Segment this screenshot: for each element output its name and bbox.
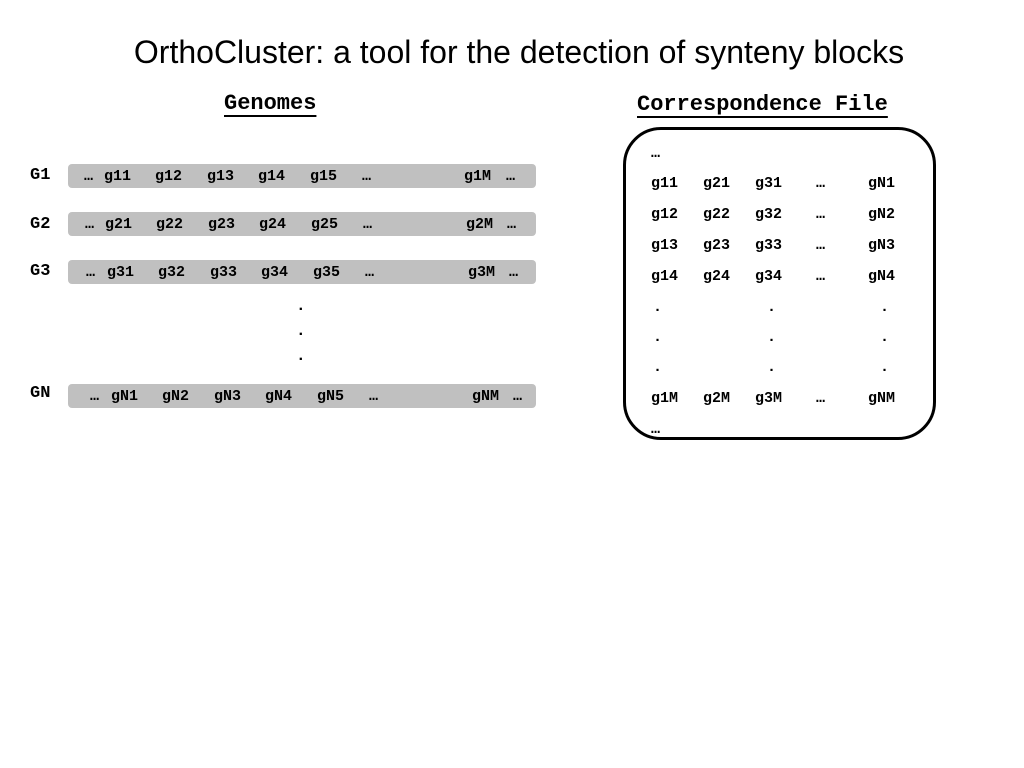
correspondence-cell: g24 — [703, 268, 731, 285]
correspondence-cell: g2M — [703, 390, 731, 407]
correspondence-dot: . — [653, 359, 663, 376]
gene-label: gNM — [472, 388, 500, 405]
correspondence-cell: … — [816, 206, 826, 223]
ellipsis-dot: . — [296, 347, 306, 365]
gene-label: g22 — [156, 216, 184, 233]
correspondence-cell: g11 — [651, 175, 679, 192]
gene-label: … — [363, 216, 373, 233]
gene-label: gN4 — [265, 388, 293, 405]
gene-label: gN3 — [214, 388, 242, 405]
gene-label: … — [86, 264, 96, 281]
correspondence-dot: . — [653, 329, 663, 346]
correspondence-cell: g22 — [703, 206, 731, 223]
gene-label: g13 — [207, 168, 235, 185]
genome-bar — [68, 384, 536, 408]
correspondence-cell: g12 — [651, 206, 679, 223]
gene-label: g31 — [107, 264, 135, 281]
genomes-heading: Genomes — [224, 91, 317, 116]
gene-label: g11 — [104, 168, 132, 185]
correspondence-cell: g23 — [703, 237, 731, 254]
gene-label: g12 — [155, 168, 183, 185]
genome-label: G3 — [30, 262, 51, 281]
gene-label: g23 — [208, 216, 236, 233]
correspondence-cell: gN3 — [868, 237, 896, 254]
genome-bar — [68, 212, 536, 236]
gene-label: … — [90, 388, 100, 405]
correspondence-cell: g32 — [755, 206, 783, 223]
correspondence-cell: g21 — [703, 175, 731, 192]
genome-bar — [68, 164, 536, 188]
gene-label: g2M — [466, 216, 494, 233]
correspondence-cell: … — [816, 390, 826, 407]
correspondence-dot: . — [653, 299, 663, 316]
correspondence-cell: … — [816, 175, 826, 192]
correspondence-dot: . — [767, 329, 777, 346]
gene-label: gN2 — [162, 388, 190, 405]
correspondence-dot: . — [767, 359, 777, 376]
correspondence-cell: gN1 — [868, 175, 896, 192]
gene-label: g33 — [210, 264, 238, 281]
gene-label: g14 — [258, 168, 286, 185]
gene-label: g32 — [158, 264, 186, 281]
gene-label: g24 — [259, 216, 287, 233]
correspondence-ellipsis: … — [651, 421, 661, 438]
correspondence-cell: gN2 — [868, 206, 896, 223]
gene-label: g21 — [105, 216, 133, 233]
gene-label: … — [84, 168, 94, 185]
correspondence-cell: g14 — [651, 268, 679, 285]
correspondence-dot: . — [880, 359, 890, 376]
gene-label: g1M — [464, 168, 492, 185]
correspondence-cell: gNM — [868, 390, 896, 407]
genome-label: G1 — [30, 166, 51, 185]
gene-label: g34 — [261, 264, 289, 281]
gene-label: … — [507, 216, 517, 233]
gene-label: … — [506, 168, 516, 185]
correspondence-cell: g13 — [651, 237, 679, 254]
gene-label: gN1 — [111, 388, 139, 405]
correspondence-ellipsis: … — [651, 145, 661, 162]
ellipsis-dot: . — [296, 322, 306, 340]
genome-label: G2 — [30, 215, 51, 234]
correspondence-dot: . — [767, 299, 777, 316]
gene-label: … — [362, 168, 372, 185]
correspondence-cell: … — [816, 268, 826, 285]
gene-label: g35 — [313, 264, 341, 281]
correspondence-cell: g34 — [755, 268, 783, 285]
correspondence-cell: … — [816, 237, 826, 254]
correspondence-cell: g31 — [755, 175, 783, 192]
genome-bar — [68, 260, 536, 284]
gene-label: … — [509, 264, 519, 281]
correspondence-dot: . — [880, 299, 890, 316]
correspondence-cell: g1M — [651, 390, 679, 407]
correspondence-dot: . — [880, 329, 890, 346]
gene-label: g25 — [311, 216, 339, 233]
correspondence-heading: Correspondence File — [637, 92, 888, 117]
gene-label: g3M — [468, 264, 496, 281]
genome-label: GN — [30, 384, 51, 403]
page-title: OrthoCluster: a tool for the detection of synteny blocks — [133, 34, 905, 70]
gene-label: … — [85, 216, 95, 233]
gene-label: g15 — [310, 168, 338, 185]
ellipsis-dot: . — [296, 297, 306, 315]
correspondence-cell: g3M — [755, 390, 783, 407]
gene-label: … — [513, 388, 523, 405]
gene-label: gN5 — [317, 388, 345, 405]
correspondence-cell: gN4 — [868, 268, 896, 285]
correspondence-cell: g33 — [755, 237, 783, 254]
gene-label: … — [365, 264, 375, 281]
gene-label: … — [369, 388, 379, 405]
